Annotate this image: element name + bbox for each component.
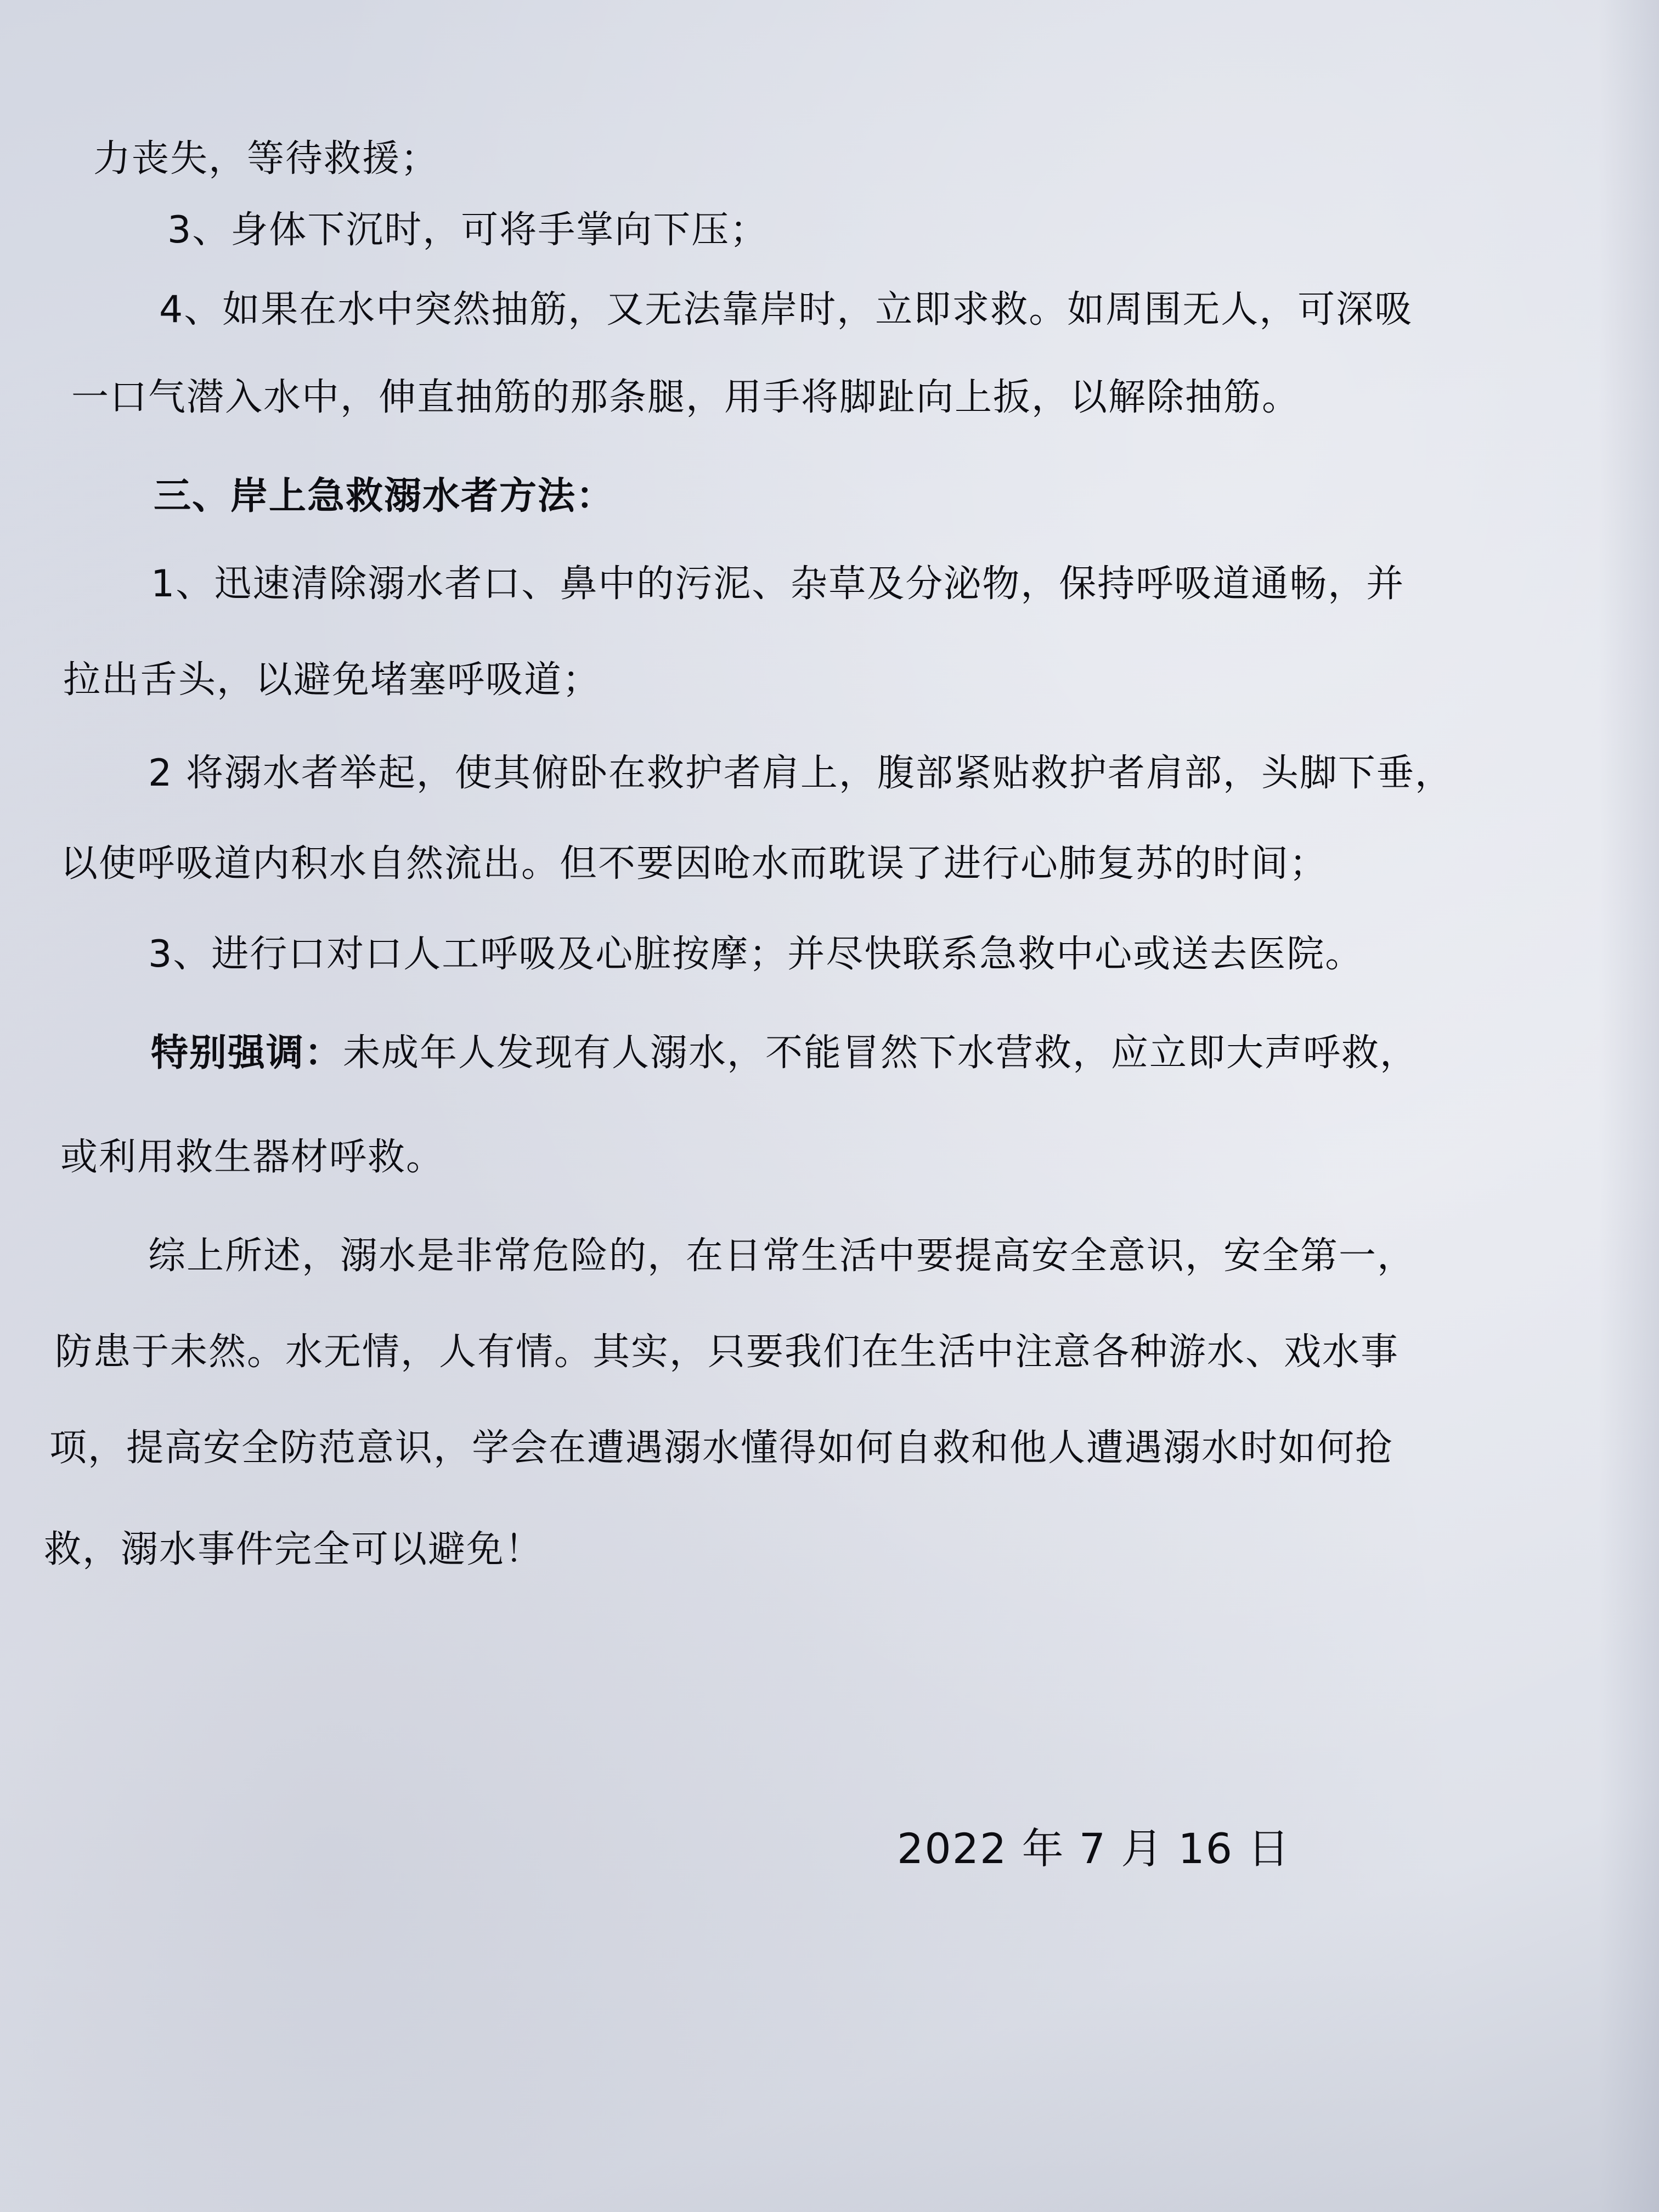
list-item: 3、身体下沉时，可将手掌向下压；	[167, 208, 769, 252]
document-date: 2022 年 7 月 16 日	[897, 1824, 1291, 1873]
text-line: 防患于未然。水无情，人有情。其实，只要我们在生活中注意各种游水、戏水事	[55, 1330, 1400, 1374]
list-item: 1、迅速清除溺水者口、鼻中的污泥、杂草及分泌物，保持呼吸道通畅，并	[151, 562, 1405, 606]
text-line: 一口气潜入水中，伸直抽筋的那条腿，用手将脚趾向上扳，以解除抽筋。	[71, 376, 1301, 419]
text-line: 拉出舌头，以避免堵塞呼吸道；	[63, 658, 601, 702]
text-line: 救，溺水事件完全可以避免！	[44, 1528, 544, 1571]
emphasis-text: 未成年人发现有人溺水，不能冒然下水营救，应立即大声呼救，	[343, 1031, 1419, 1075]
text-line: 以使呼吸道内积水自然流出。但不要因呛水而耽误了进行心肺复苏的时间；	[60, 842, 1328, 885]
list-item: 3、进行口对口人工呼吸及心脏按摩；并尽快联系急救中心或送去医院。	[148, 933, 1364, 976]
text-line: 力丧失，等待救援；	[93, 137, 439, 180]
emphasis-label: 特别强调：	[151, 1031, 343, 1075]
text-line: 或利用救生器材呼救。	[60, 1136, 445, 1179]
list-item: 2 将溺水者举起，使其俯卧在救护者肩上，腹部紧贴救护者肩部，头脚下垂，	[148, 752, 1453, 795]
paper-edge-shadow	[1599, 0, 1659, 2212]
list-item: 4、如果在水中突然抽筋，又无法靠岸时，立即求救。如周围无人，可深吸	[159, 288, 1413, 331]
section-heading: 三、岸上急救溺水者方法：	[154, 475, 615, 518]
paragraph-line: 综上所述，溺水是非常危险的，在日常生活中要提高安全意识，安全第一，	[148, 1234, 1416, 1278]
emphasis-line	[151, 1031, 1418, 1075]
text-line: 项，提高安全防范意识，学会在遭遇溺水懂得如何自救和他人遭遇溺水时如何抢	[49, 1426, 1394, 1470]
